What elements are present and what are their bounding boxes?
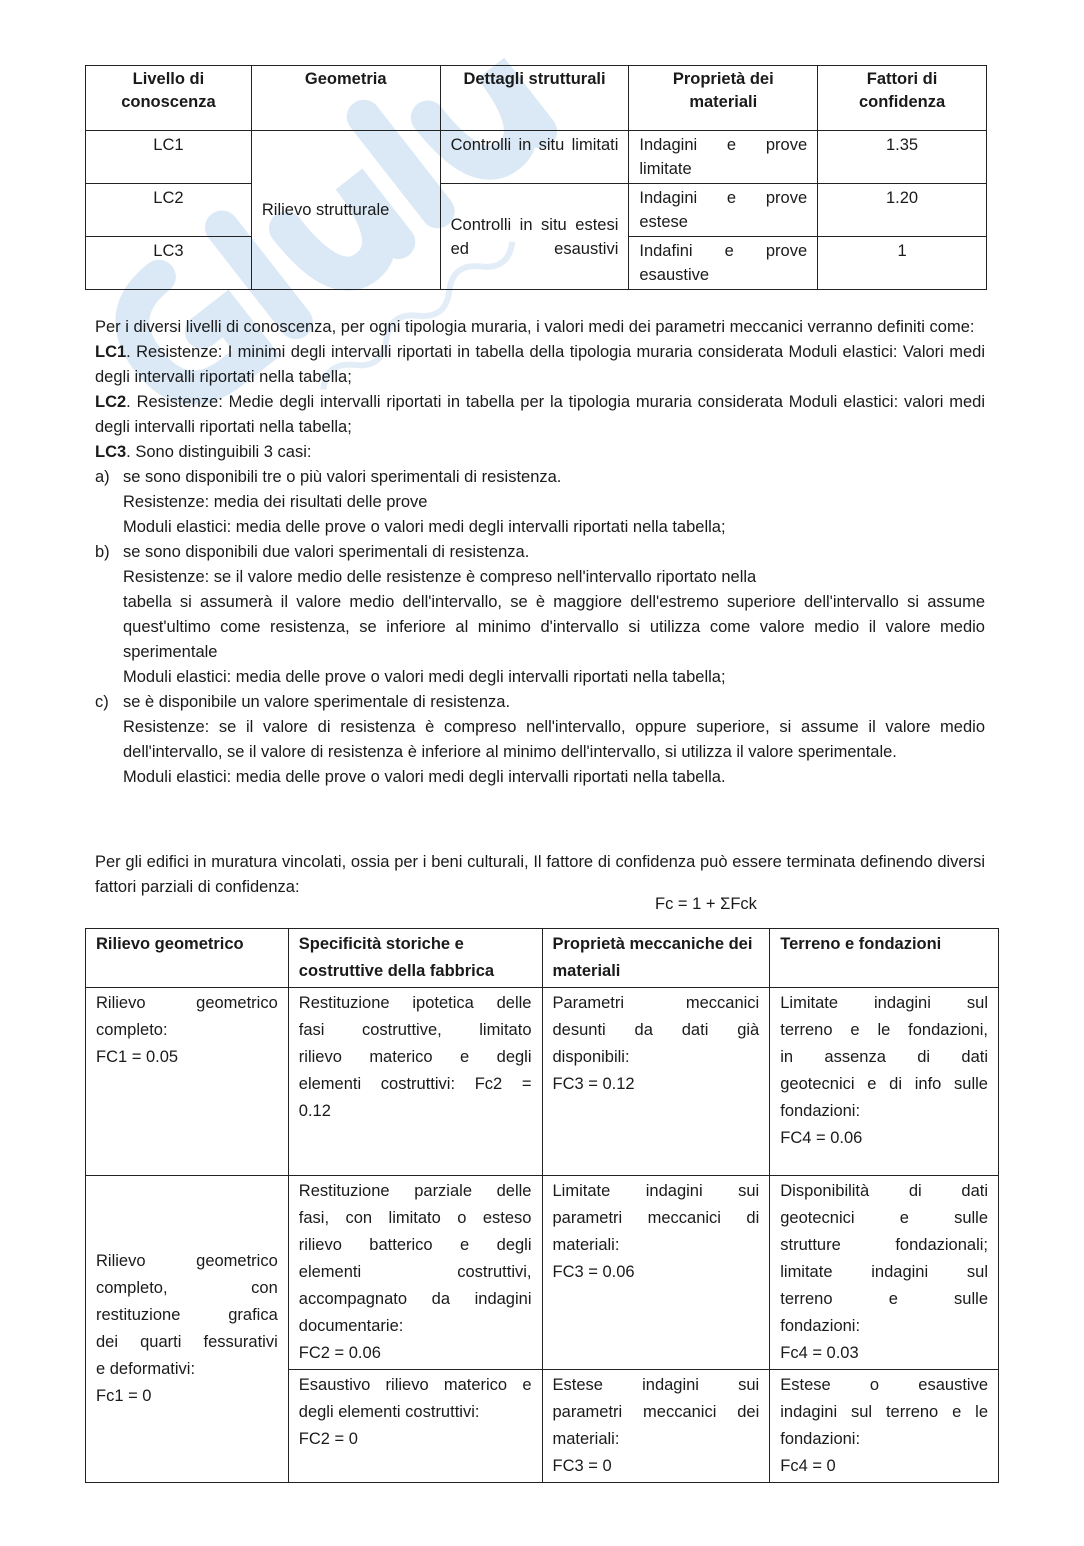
details-cell: Controlli in situ limitati <box>440 131 629 184</box>
knowledge-levels-table <box>85 65 987 290</box>
cell-line: completo: <box>96 1021 168 1039</box>
level-cell: LC3 <box>86 237 252 290</box>
header-cell: Specificità storiche e costruttive della fabbrica <box>288 929 542 988</box>
cell-line: Rilievo geometrico <box>96 1252 278 1270</box>
header-cell: Proprietà dei materiali <box>629 66 818 131</box>
cell-line: fondazioni: <box>780 1102 861 1120</box>
header-cell: Dettagli strutturali <box>440 66 629 131</box>
mechanical-cell <box>542 1370 770 1483</box>
geometry-cell: Rilievo strutturale <box>251 131 440 290</box>
factor-cell: 1.20 <box>818 184 987 237</box>
case-line: Resistenze: media dei risultati delle prove <box>123 493 428 511</box>
lc2-text: . Resistenze: Medie degli intervalli riportati in tabella per la tipologia muraria considerata Moduli elastici: valori medi degli intervalli riportati nella tabella; <box>95 393 985 436</box>
materials-cell: Indagini e prove estese <box>629 184 818 237</box>
cell-line: limitate indagini sul <box>780 1263 988 1281</box>
header-cell: Proprietà meccaniche dei materiali <box>542 929 770 988</box>
intro-paragraph: Per i diversi livelli di conoscenza, per ogni tipologia muraria, i valori medi dei parametri meccanici verranno definiti come: <box>95 318 975 336</box>
cell-line: Fc1 = 0 <box>96 1387 152 1405</box>
cell-line: Limitate indagini sul <box>780 994 988 1012</box>
cell-line: Parametri meccanici <box>552 994 760 1012</box>
cell-line: e deformativi: <box>96 1360 196 1378</box>
details-cell: Controlli in situ estesi ed esaustivi <box>440 184 629 290</box>
cell-line: strutture fondazionali; <box>780 1236 988 1254</box>
geometry-cell <box>86 988 289 1176</box>
list-item <box>95 690 985 790</box>
case-line: Resistenze: se il valore medio delle resistenze è compreso nell'intervallo riportato nella <box>123 568 757 586</box>
list-item <box>95 540 985 690</box>
body-text <box>95 315 985 790</box>
table-row <box>86 131 987 184</box>
cell-line: degli elementi costruttivi: <box>298 1403 480 1421</box>
header-cell: Geometria <box>251 66 440 131</box>
cell-line: materiali: <box>552 1430 620 1448</box>
cell-line: Rilievo geometrico <box>96 994 278 1012</box>
soil-cell <box>770 1176 999 1370</box>
cell-line: Restituzione parziale delle <box>298 1182 532 1200</box>
geometry-cell <box>86 1176 289 1483</box>
cell-line: Limitate indagini sui <box>552 1182 760 1200</box>
cell-line: Fc4 = 0.03 <box>780 1344 859 1362</box>
cell-line: parametri meccanici di <box>552 1209 760 1227</box>
cell-line: Disponibilità di dati <box>780 1182 988 1200</box>
lc3-text: . Sono distinguibili 3 casi: <box>126 443 312 461</box>
cell-line: disponibili: <box>552 1048 630 1066</box>
lc1-paragraph <box>95 340 985 390</box>
historical-cell <box>288 988 542 1176</box>
mechanical-cell <box>542 988 770 1176</box>
cell-line: restituzione grafica <box>96 1306 278 1324</box>
cell-line: Restituzione ipotetica delle <box>298 994 532 1012</box>
list-marker: c) <box>95 693 109 711</box>
cell-line: Fc4 = 0 <box>780 1457 836 1475</box>
cell-line: FC3 = 0 <box>552 1457 612 1475</box>
cell-line: FC2 = 0 <box>298 1430 358 1448</box>
cell-line: FC3 = 0.12 <box>552 1075 635 1093</box>
cell-line: geotecnici e sulle <box>780 1209 988 1227</box>
factor-cell: 1.35 <box>818 131 987 184</box>
case-line: Moduli elastici: media delle prove o valori medi degli intervalli riportati nella tabella. <box>123 768 726 786</box>
mechanical-cell <box>542 1176 770 1370</box>
level-cell: LC2 <box>86 184 252 237</box>
cell-line: completo, con <box>96 1279 278 1297</box>
cell-line: terreno e le fondazioni, <box>780 1021 988 1039</box>
case-line: tabella si assumerà il valore medio dell'intervallo, se è maggiore dell'estremo superiore dell'intervallo si assume quest'ultimo come resistenza, se inferiore al minimo d'intervallo si utilizza come valore medio il valore medio sperimentale <box>123 593 985 661</box>
cell-line: FC4 = 0.06 <box>780 1129 863 1147</box>
lc3-paragraph <box>95 440 985 465</box>
lc1-label: LC1 <box>95 343 127 361</box>
cell-line: desunti da dati già <box>552 1021 760 1039</box>
cell-line: Estese indagini sui <box>552 1376 760 1394</box>
cell-line: parametri meccanici dei <box>552 1403 760 1421</box>
confidence-factors-table <box>85 928 999 1483</box>
cell-line: accompagnato da indagini <box>298 1290 532 1308</box>
cell-line: FC3 = 0.06 <box>552 1263 635 1281</box>
case-line: Moduli elastici: media delle prove o valori medi degli intervalli riportati nella tabella; <box>123 668 726 686</box>
header-cell: Terreno e fondazioni <box>770 929 999 988</box>
table-row <box>86 184 987 237</box>
header-cell: Livello di conoscenza <box>86 66 252 131</box>
cell-line: materiali: <box>552 1236 620 1254</box>
cell-line: fondazioni: <box>780 1317 861 1335</box>
cell-line: FC2 = 0.06 <box>298 1344 381 1362</box>
lc2-paragraph <box>95 390 985 440</box>
case-title: se sono disponibili due valori sperimentali di resistenza. <box>123 543 530 561</box>
list-marker: b) <box>95 543 110 561</box>
cell-line: dei quarti fessurativi <box>96 1333 278 1351</box>
cell-line: fondazioni: <box>780 1430 861 1448</box>
table-row <box>86 988 999 1176</box>
outro-text <box>95 850 985 900</box>
case-line: Resistenze: se il valore di resistenza è compreso nell'intervallo, oppure superiore, si assume il valore medio dell'intervallo, se il valore di resistenza è inferiore al minimo dell'intervallo, si utilizza il valore sperimentale. <box>123 718 985 761</box>
table-header-row <box>86 66 987 131</box>
lc2-label: LC2 <box>95 393 127 411</box>
cell-line: rilievo materico e degli <box>298 1048 532 1066</box>
materials-cell: Indafini e prove esaustive <box>629 237 818 290</box>
cell-line: FC1 = 0.05 <box>96 1048 179 1066</box>
cell-line: Esaustivo rilievo materico e <box>298 1376 532 1394</box>
header-cell: Rilievo geometrico <box>86 929 289 988</box>
list-marker: a) <box>95 468 110 486</box>
header-cell: Fattori di confidenza <box>818 66 987 131</box>
cell-line: elementi costruttivi: Fc2 = <box>298 1075 532 1093</box>
cell-line: rilievo batterico e degli <box>298 1236 532 1254</box>
lc1-text: . Resistenze: I minimi degli intervalli riportati in tabella della tipologia muraria considerata Moduli elastici: Valori medi degli intervalli riportati nella tabella; <box>95 343 985 386</box>
cell-line: 0.12 <box>298 1102 331 1120</box>
soil-cell <box>770 1370 999 1483</box>
cell-line: geotecnici e di info sulle <box>780 1075 988 1093</box>
table-row <box>86 1176 999 1370</box>
case-line: Moduli elastici: media delle prove o valori medi degli intervalli riportati nella tabella; <box>123 518 726 536</box>
historical-cell <box>288 1370 542 1483</box>
factor-cell: 1 <box>818 237 987 290</box>
formula: Fc = 1 + ΣFck <box>655 895 757 913</box>
materials-cell: Indagini e prove limitate <box>629 131 818 184</box>
outro-paragraph: Per gli edifici in muratura vincolati, ossia per i beni culturali, Il fattore di confidenza può essere terminata definendo diversi fattori parziali di confidenza: <box>95 853 985 896</box>
cell-line: indagini sul terreno e le <box>780 1403 988 1421</box>
cell-line: elementi costruttivi, <box>298 1263 532 1281</box>
cell-line: Estese o esaustive <box>780 1376 988 1394</box>
cell-line: in assenza di dati <box>780 1048 988 1066</box>
list-item <box>95 465 985 540</box>
cell-line: fasi, con limitato o esteso <box>298 1209 532 1227</box>
cell-line: terreno e sulle <box>780 1290 988 1308</box>
case-title: se è disponibile un valore sperimentale di resistenza. <box>123 693 511 711</box>
lc3-label: LC3 <box>95 443 127 461</box>
table-header-row <box>86 929 999 988</box>
cell-line: fasi costruttive, limitato <box>298 1021 532 1039</box>
case-title: se sono disponibili tre o più valori sperimentali di resistenza. <box>123 468 562 486</box>
historical-cell <box>288 1176 542 1370</box>
cell-line: documentarie: <box>298 1317 404 1335</box>
soil-cell <box>770 988 999 1176</box>
level-cell: LC1 <box>86 131 252 184</box>
